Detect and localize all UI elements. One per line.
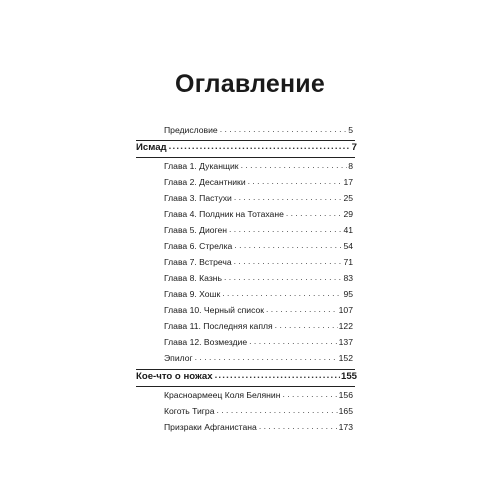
toc-entry-title: Глава 3. Пастухи	[164, 193, 232, 203]
leader-dots	[234, 239, 342, 251]
toc-entry[interactable]	[164, 240, 353, 252]
leader-dots	[234, 255, 343, 267]
toc-part-page: 155	[340, 371, 357, 382]
leader-dots	[249, 335, 338, 347]
toc-part-title: Кое-что о ножах	[136, 371, 213, 382]
toc-entry-page: 107	[338, 305, 353, 315]
toc-entry-page: 29	[343, 209, 353, 219]
part-rule-bottom	[136, 157, 355, 158]
toc-entry[interactable]	[164, 124, 353, 136]
toc-entry-title: Глава 10. Черный список	[164, 305, 265, 315]
page-title: Оглавление	[175, 70, 325, 98]
part-rule-bottom	[136, 386, 355, 387]
toc-entry-title: Красноармеец Коля Белянин	[164, 390, 281, 400]
leader-dots	[220, 123, 348, 135]
toc-entry[interactable]	[164, 272, 353, 284]
toc-entry[interactable]	[164, 288, 353, 300]
toc-entry-page: 54	[343, 241, 353, 251]
toc-entry-title: Глава 5. Диоген	[164, 225, 228, 235]
toc-entry-page: 156	[338, 390, 353, 400]
toc-entry-title: Коготь Тигра	[164, 406, 215, 416]
toc-entry-page: 122	[338, 321, 353, 331]
toc-entry-page: 71	[343, 257, 353, 267]
toc-entry[interactable]	[164, 176, 353, 188]
toc-entry-page: 173	[338, 422, 353, 432]
toc-entry-title: Глава 1. Дуканщик	[164, 161, 239, 171]
leader-dots	[195, 351, 338, 363]
toc-entry-title: Призраки Афганистана	[164, 422, 257, 432]
toc-entry-page: 165	[338, 406, 353, 416]
toc-entry-page: 152	[338, 353, 353, 363]
toc-entry-page: 137	[338, 337, 353, 347]
toc-entry[interactable]	[164, 352, 353, 364]
toc-part-title: Исмад	[136, 142, 167, 153]
leader-dots	[215, 370, 340, 382]
toc-entry-title: Глава 4. Полдник на Тотахане	[164, 209, 284, 219]
toc-entry-title: Глава 8. Казнь	[164, 273, 223, 283]
leader-dots	[229, 223, 342, 235]
toc-part-page: 7	[351, 142, 357, 153]
toc-entry-title: Глава 7. Встреча	[164, 257, 232, 267]
toc-entry[interactable]	[164, 256, 353, 268]
leader-dots	[248, 175, 343, 187]
toc-entry[interactable]	[164, 405, 353, 417]
leader-dots	[282, 388, 337, 400]
toc-entry[interactable]	[164, 421, 353, 433]
leader-dots	[224, 271, 342, 283]
toc-entry-page: 83	[343, 273, 353, 283]
toc-entry-page: 8	[348, 161, 353, 171]
toc-entry-page: 5	[348, 125, 353, 135]
toc-entry[interactable]	[164, 224, 353, 236]
leader-dots	[266, 303, 338, 315]
toc-entry-title: Эпилог	[164, 353, 193, 363]
toc-entry-page: 25	[343, 193, 353, 203]
toc-entry-title: Глава 9. Хошк	[164, 289, 221, 299]
toc-entry[interactable]	[164, 192, 353, 204]
toc-entry[interactable]	[164, 160, 353, 172]
leader-dots	[234, 191, 343, 203]
toc-entry[interactable]	[164, 336, 353, 348]
toc-entry-title: Глава 6. Стрелка	[164, 241, 233, 251]
toc-entry-title: Глава 11. Последняя капля	[164, 321, 273, 331]
leader-dots	[259, 420, 338, 432]
leader-dots	[241, 159, 348, 171]
toc-part[interactable]	[136, 371, 357, 383]
leader-dots	[169, 141, 351, 153]
toc-entry-title: Глава 2. Десантники	[164, 177, 246, 187]
leader-dots	[286, 207, 343, 219]
toc-entry-page: 95	[343, 289, 353, 299]
toc-entry[interactable]	[164, 389, 353, 401]
toc-part[interactable]	[136, 142, 357, 154]
leader-dots	[275, 319, 338, 331]
toc-entry[interactable]	[164, 304, 353, 316]
leader-dots	[222, 287, 342, 299]
toc-entry[interactable]	[164, 320, 353, 332]
toc-entry-title: Предисловие	[164, 125, 218, 135]
toc-entry-page: 17	[343, 177, 353, 187]
toc-entry[interactable]	[164, 208, 353, 220]
toc-entry-title: Глава 12. Возмездие	[164, 337, 248, 347]
toc-entry-page: 41	[343, 225, 353, 235]
leader-dots	[217, 404, 338, 416]
